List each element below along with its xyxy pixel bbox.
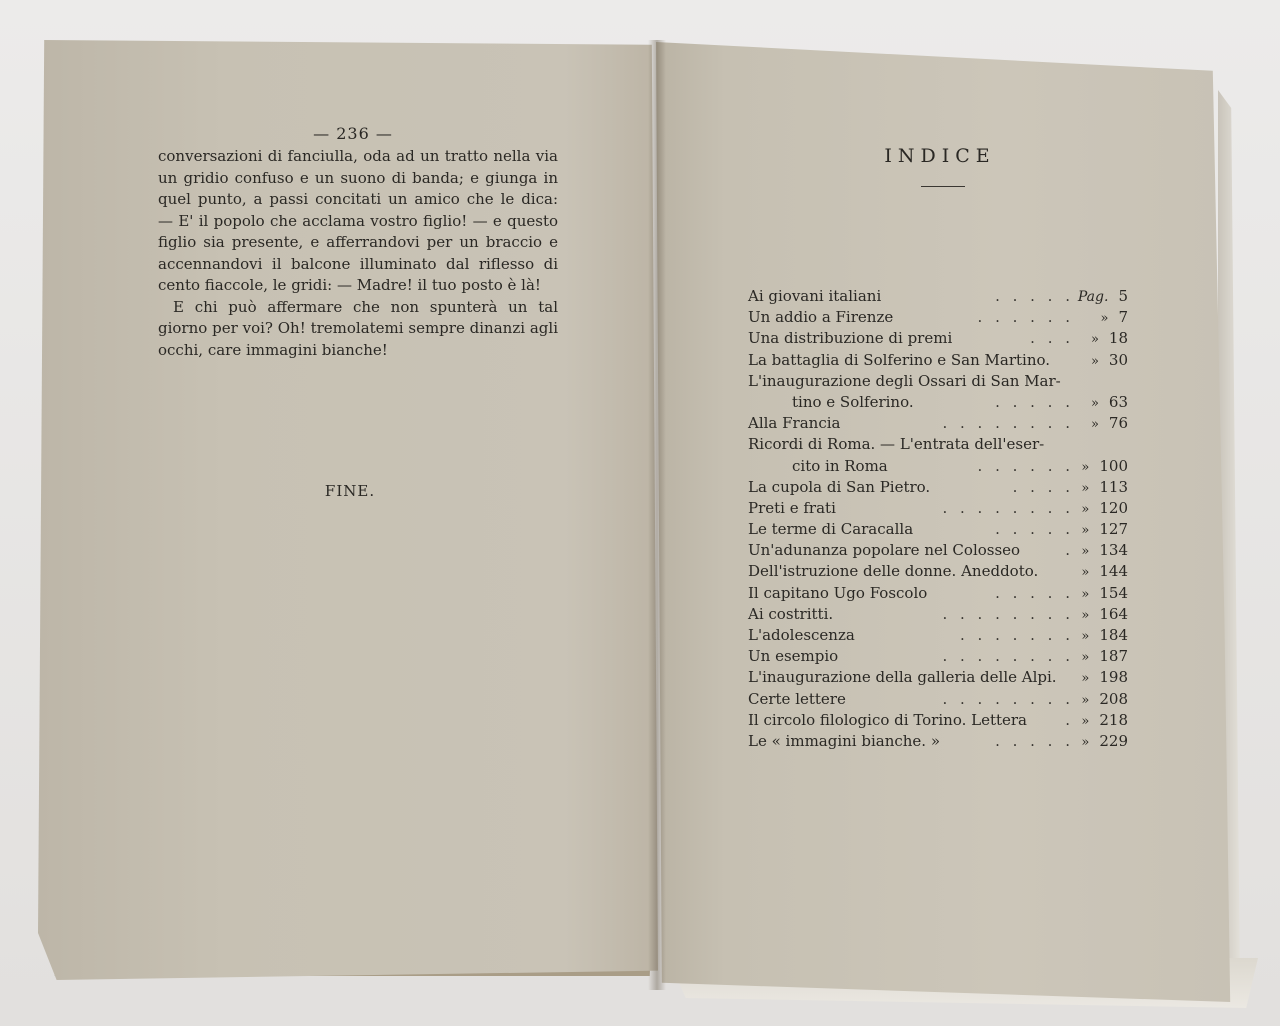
toc-page-prefix: »	[1081, 544, 1090, 560]
toc-leader-dots: . . . . . . . .	[942, 604, 1074, 623]
toc-entry-page-ref	[1081, 604, 1128, 626]
toc-page-number: 30	[1108, 350, 1128, 369]
toc-page-number: 164	[1099, 604, 1128, 623]
toc-entry-title: La battaglia di Solferino e San Martino.	[748, 350, 1051, 369]
toc-entry-title: tino e Solferino.	[792, 392, 914, 411]
toc-entry-page-ref	[1081, 561, 1128, 583]
toc-entry-title: Ai costritti.	[748, 604, 834, 623]
toc-leader-dots: .	[1065, 710, 1074, 729]
page-number: — 236 —	[313, 124, 393, 143]
toc-leader-dots: . . .	[1030, 329, 1074, 348]
toc-page-prefix: »	[1081, 629, 1090, 644]
toc-entry-title: Preti e frati	[748, 498, 836, 517]
toc-entry	[748, 710, 1128, 731]
toc-leader-dots: . . . . . . . .	[942, 498, 1074, 517]
toc-entry	[748, 286, 1128, 307]
toc-entry-page-ref	[1081, 583, 1128, 605]
toc-leader-dots: . . . . .	[995, 287, 1074, 305]
toc-entry-title: Un addio a Firenze	[748, 308, 894, 327]
toc-page-number: 218	[1099, 710, 1128, 729]
toc-entry-page-ref	[1091, 413, 1128, 435]
toc-entry	[748, 371, 1128, 392]
toc-entry	[748, 392, 1128, 413]
toc-leader-dots: . . . . .	[995, 520, 1074, 539]
toc-entry-title: Un'adunanza popolare nel Colosseo	[748, 541, 1021, 560]
toc-entry-title: Il capitano Ugo Foscolo	[748, 583, 928, 602]
toc-page-number: 100	[1099, 456, 1128, 475]
toc-entry-title: Le « immagini bianche. »	[748, 731, 941, 750]
toc-entry	[748, 498, 1128, 519]
end-marker: FINE.	[324, 482, 376, 500]
toc-leader-dots: . . . . . . . .	[942, 647, 1074, 666]
toc-entry	[748, 434, 1128, 455]
toc-page-number: 127	[1099, 520, 1128, 539]
toc-entry-title: La cupola di San Pietro.	[748, 477, 931, 496]
toc-entry	[748, 328, 1128, 349]
toc-entry-page-ref	[1081, 667, 1128, 689]
toc-leader-dots: . . . . .	[995, 731, 1074, 750]
toc-entry-page-ref	[1081, 731, 1128, 753]
toc-entry-title: Ricordi di Roma. — L'entrata dell'eser-	[748, 435, 1045, 454]
toc-page-prefix: »	[1081, 650, 1090, 666]
toc-page-number: 229	[1099, 731, 1128, 750]
toc-page-prefix: »	[1090, 353, 1099, 369]
toc-page-prefix: Pag.	[1077, 289, 1109, 305]
toc-entry	[748, 413, 1128, 434]
toc-entry-title: Una distribuzione di premi	[748, 329, 953, 348]
paragraph: conversazioni di fanciulla, oda ad un tratto nella via un gridio confuso e un suono di banda; e giunga in quel punto, a passi concitati un amico che le dica: — E' il popolo che acclama vostro figlio! — e questo figlio sia presente, e afferrandovi per un braccio e accennandovi il balcone illuminato dal riflesso di cento fiaccole, le gridi: — Madre! il tuo posto è là!	[158, 147, 558, 294]
toc-page-prefix: »	[1081, 671, 1090, 687]
toc-leader-dots: . . . . . . .	[960, 626, 1074, 644]
toc-entry	[748, 540, 1128, 561]
toc-page-number: 113	[1099, 477, 1128, 496]
toc-entry	[748, 689, 1128, 710]
paragraph: E chi può affermare che non spunterà un tal giorno per voi? Oh! tremolatemi sempre dinanzi agli occhi, care immagini bianche!	[158, 297, 558, 359]
toc-page-number: 76	[1108, 414, 1128, 433]
toc-entry-page-ref	[1091, 328, 1128, 350]
toc-entry-title: Il circolo filologico di Torino. Lettera	[748, 710, 1028, 729]
toc-leader-dots: . . . . .	[995, 583, 1074, 602]
toc-leader-dots: . . . .	[1012, 477, 1074, 496]
toc-page-number: 154	[1099, 583, 1128, 602]
toc-entry	[748, 456, 1128, 477]
left-page-text	[158, 146, 558, 361]
toc-entry-title: Le terme di Caracalla	[748, 520, 914, 539]
toc-page-number: 187	[1099, 647, 1128, 666]
toc-entry-page-ref	[1091, 350, 1128, 372]
toc-page-number: 184	[1099, 626, 1128, 644]
toc-entry-page-ref	[1081, 540, 1128, 562]
toc-entry-page-ref	[1081, 646, 1128, 668]
toc-page-prefix: »	[1081, 734, 1090, 750]
toc-page-number: 144	[1099, 562, 1128, 581]
toc-page-prefix: »	[1090, 395, 1099, 411]
toc-page-number: 208	[1099, 689, 1128, 708]
toc-entry-page-ref	[1081, 710, 1128, 732]
toc-entry	[748, 350, 1128, 371]
toc-entry	[748, 604, 1128, 625]
toc-page-prefix: »	[1081, 501, 1090, 517]
toc-entry-title: Un esempio	[748, 647, 839, 666]
toc-entry	[748, 667, 1128, 688]
toc-page-prefix: »	[1081, 713, 1090, 729]
toc-page-number: 198	[1099, 668, 1128, 687]
toc-entry-page-ref	[1081, 625, 1128, 647]
toc-page-number: 7	[1118, 308, 1128, 327]
toc-entry-title: L'inaugurazione della galleria delle Alpi.	[748, 668, 1057, 687]
toc-leader-dots: . . . . . . . .	[942, 414, 1074, 433]
toc-entry-page-ref	[1081, 477, 1128, 499]
toc-entry-title: cito in Roma	[792, 456, 888, 475]
toc-entry-page-ref	[1081, 498, 1128, 520]
toc-page-prefix: »	[1081, 692, 1090, 708]
toc-page-prefix: »	[1081, 459, 1090, 475]
toc-page-prefix: »	[1090, 417, 1099, 433]
toc-leader-dots: . . . . . .	[977, 308, 1074, 327]
toc-page-prefix: »	[1100, 311, 1109, 327]
toc-entry	[748, 477, 1128, 498]
toc-entry-page-ref	[1078, 286, 1128, 308]
toc-entry	[748, 646, 1128, 667]
toc-entry-page-ref	[1081, 456, 1128, 478]
toc-entry-title: L'adolescenza	[748, 626, 855, 644]
toc-page-number: 18	[1108, 329, 1128, 348]
toc-page-number: 134	[1099, 541, 1128, 560]
toc-page-prefix: »	[1081, 607, 1090, 623]
toc-page-prefix: »	[1081, 586, 1090, 602]
toc-leader-dots: .	[1065, 541, 1074, 560]
toc-entry-title: Dell'istruzione delle donne. Aneddoto.	[748, 562, 1039, 581]
toc-page-number: 63	[1108, 392, 1128, 411]
toc-page-prefix: »	[1090, 332, 1099, 348]
toc-entry-page-ref	[1100, 307, 1128, 329]
toc-entry	[748, 307, 1128, 328]
toc-entry	[748, 583, 1128, 604]
index-heading: INDICE	[884, 145, 996, 167]
toc-entry-title: Alla Francia	[748, 414, 841, 433]
toc-entry	[748, 731, 1128, 752]
toc-leader-dots: . . . . . .	[977, 456, 1074, 475]
toc-entry-page-ref	[1091, 392, 1128, 414]
toc-entry-page-ref	[1081, 519, 1128, 541]
toc-entry-page-ref	[1081, 689, 1128, 711]
heading-rule	[921, 186, 965, 187]
toc-entry	[748, 519, 1128, 540]
toc-page-number: 5	[1118, 287, 1128, 305]
toc-page-prefix: »	[1081, 565, 1090, 581]
toc-entry	[748, 561, 1128, 582]
toc-leader-dots: . . . . .	[995, 392, 1074, 411]
table-of-contents	[748, 286, 1128, 752]
toc-page-prefix: »	[1081, 523, 1090, 539]
toc-entry	[748, 625, 1128, 646]
toc-entry-title: Certe lettere	[748, 689, 846, 708]
toc-leader-dots: . . . . . . . .	[942, 689, 1074, 708]
toc-entry-title: L'inaugurazione degli Ossari di San Mar-	[748, 371, 1061, 390]
toc-page-number: 120	[1099, 498, 1128, 517]
toc-page-prefix: »	[1081, 480, 1090, 496]
toc-entry-title: Ai giovani italiani	[748, 287, 882, 305]
book-gutter	[648, 40, 666, 990]
